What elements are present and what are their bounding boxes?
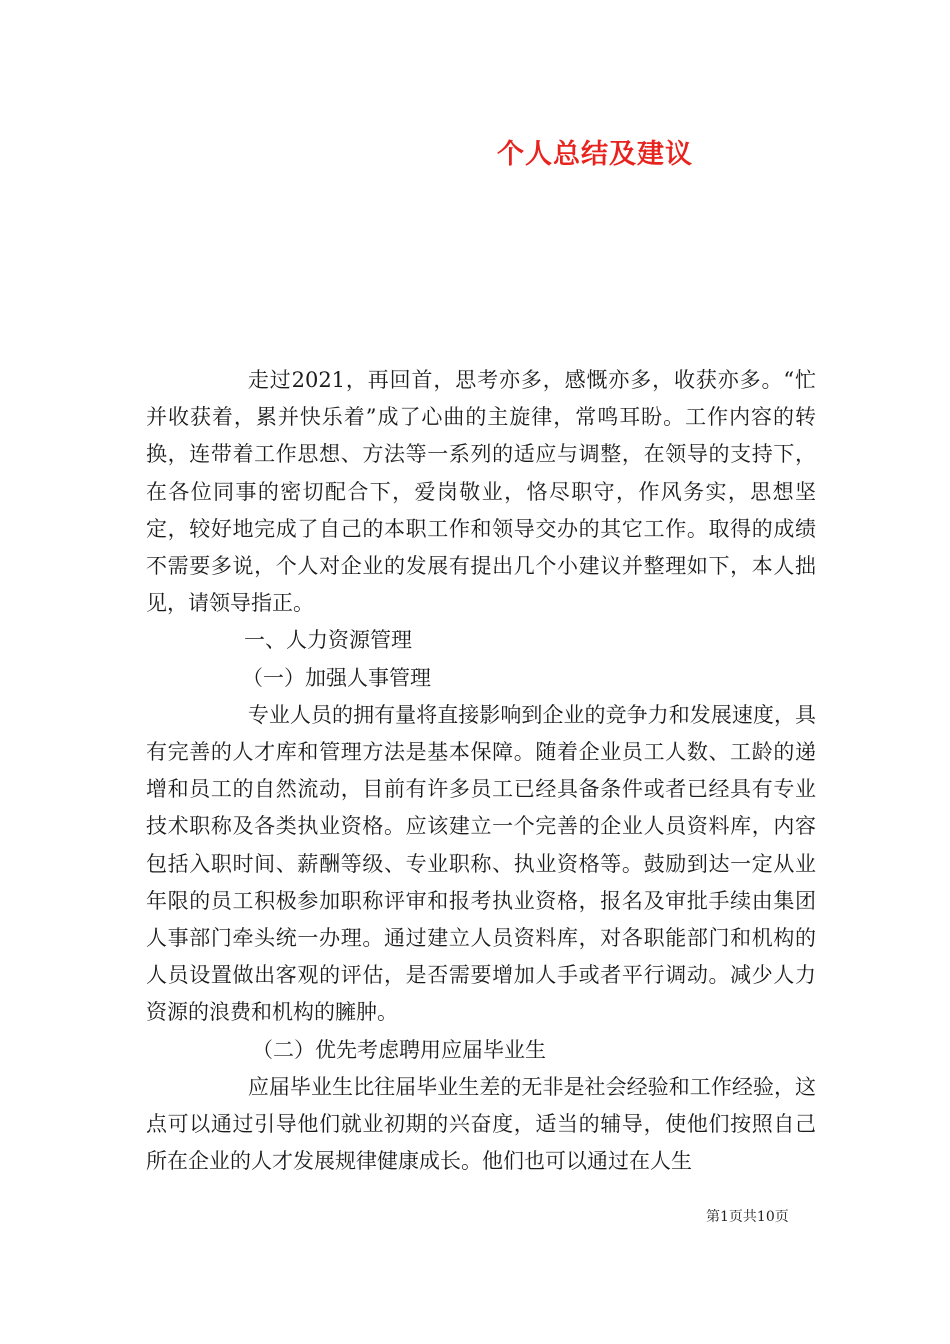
section-heading-hr: 一、人力资源管理 — [244, 628, 412, 653]
page-footer: 第1页共10页 — [706, 1209, 789, 1225]
document-body — [146, 362, 816, 1180]
subsection-heading-graduates: （二）优先考虑聘用应届毕业生 — [252, 1037, 546, 1062]
subsection-heading-personnel: （一）加强人事管理 — [242, 665, 431, 690]
document-title: 个人总结及建议 — [497, 139, 693, 170]
intro-paragraph: 走过2021，再回首，思考亦多，感慨亦多，收获亦多。“忙并收获着，累并快乐着”成了心曲的主旋律，常鸣耳盼。工作内容的转换，连带着工作思想、方法等一系列的适应与调整，在领导的支持下，在各位同事的密切配合下，爱岗敬业，恪尽职守，作风务实，思想坚定，较好地完成了自己的本职工作和领导交办的其它工作。取得的成绩不需要多说，个人对企业的发展有提出几个小建议并整理如下，本人拙见，请领导指正。 — [146, 368, 816, 616]
personnel-paragraph: 专业人员的拥有量将直接影响到企业的竞争力和发展速度，具有完善的人才库和管理方法是基本保障。随着企业员工人数、工龄的递增和员工的自然流动，目前有许多员工已经具备条件或者已经具有专业技术职称及各类执业资格。应该建立一个完善的企业人员资料库，内容包括入职时间、薪酬等级、专业职称、执业资格等。鼓励到达一定从业年限的员工积极参加职称评审和报考执业资格，报名及审批手续由集团人事部门牵头统一办理。通过建立人员资料库，对各职能部门和机构的人员设置做出客观的评估，是否需要增加人手或者平行调动。减少人力资源的浪费和机构的臃肿。 — [146, 702, 816, 1025]
graduates-paragraph: 应届毕业生比往届毕业生差的无非是社会经验和工作经验，这点可以通过引导他们就业初期的兴奋度，适当的辅导，使他们按照自己所在企业的人才发展规律健康成长。他们也可以通过在人生 — [146, 1074, 816, 1174]
